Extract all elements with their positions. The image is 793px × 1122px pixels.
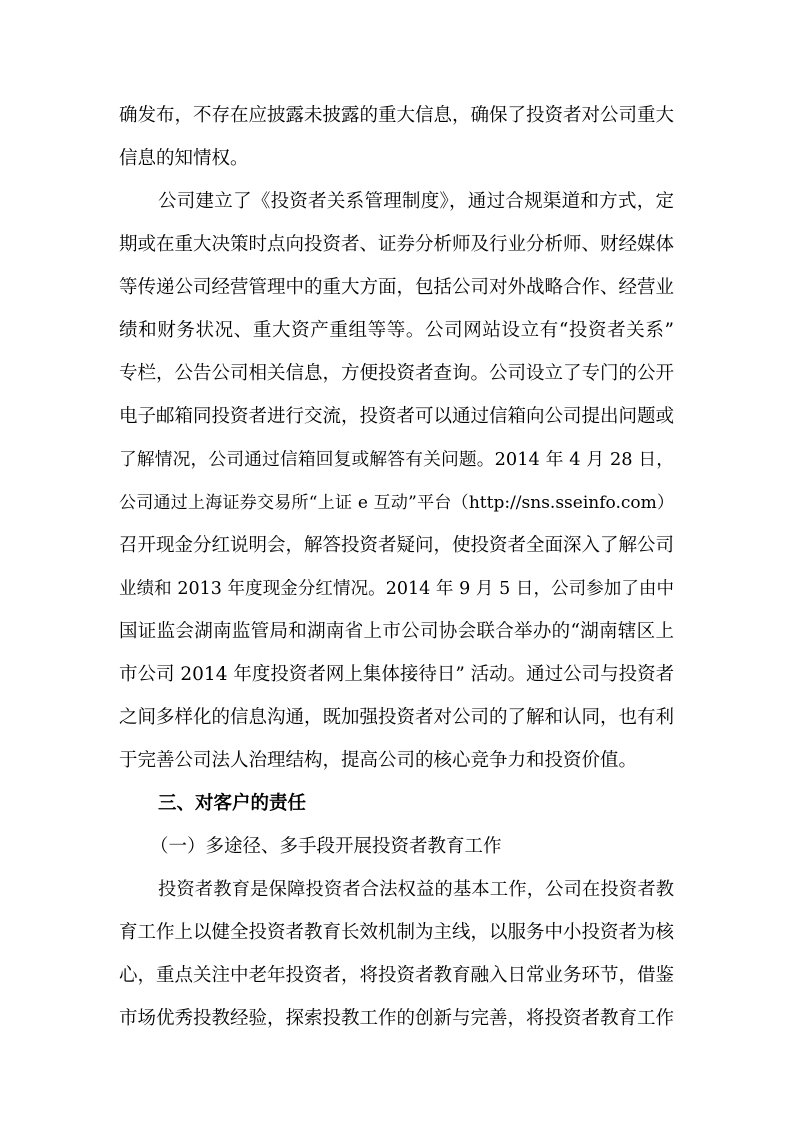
paragraph-line: 之间多样化的信息沟通，既加强投资者对公司的了解和认同，也有利 bbox=[119, 707, 675, 728]
subsection-heading: （一）多途径、多手段开展投资者教育工作 bbox=[150, 836, 502, 857]
paragraph-line: 等传递公司经营管理中的重大方面，包括公司对外战略合作、经营业 bbox=[119, 277, 675, 298]
paragraph-line: 市场优秀投教经验，探索投教工作的创新与完善，将投资者教育工作 bbox=[119, 1008, 675, 1029]
paragraph-line: 专栏，公告公司相关信息，方便投资者查询。公司设立了专门的公开 bbox=[119, 363, 675, 384]
paragraph-line: 公司建立了《投资者关系管理制度》，通过合规渠道和方式，定 bbox=[158, 191, 674, 212]
paragraph-line: 投资者教育是保障投资者合法权益的基本工作，公司在投资者教 bbox=[158, 879, 674, 900]
paragraph-line: 市公司 2014 年度投资者网上集体接待日” 活动。通过公司与投资者 bbox=[119, 664, 675, 685]
paragraph-line: 信息的知情权。 bbox=[119, 148, 249, 169]
paragraph-line: 国证监会湖南监管局和湖南省上市公司协会联合举办的“湖南辖区上 bbox=[119, 621, 674, 642]
paragraph-line: 确发布，不存在应披露未披露的重大信息，确保了投资者对公司重大 bbox=[119, 105, 675, 126]
paragraph-line: 期或在重大决策时点向投资者、证券分析师及行业分析师、财经媒体 bbox=[119, 234, 675, 255]
paragraph-line: 召开现金分红说明会，解答投资者疑问，使投资者全面深入了解公司 bbox=[119, 535, 675, 556]
paragraph-line: 业绩和 2013 年度现金分红情况。2014 年 9 月 5 日，公司参加了由中 bbox=[119, 579, 674, 599]
paragraph-line: 心，重点关注中老年投资者，将投资者教育融入日常业务环节，借鉴 bbox=[119, 965, 675, 986]
paragraph-line: 于完善公司法人治理结构，提高公司的核心竞争力和投资价值。 bbox=[119, 750, 638, 771]
paragraph-line: 育工作上以健全投资者教育长效机制为主线，以服务中小投资者为核 bbox=[119, 922, 675, 943]
section-heading: 三、对客户的责任 bbox=[158, 793, 307, 814]
paragraph-line: 电子邮箱同投资者进行交流，投资者可以通过信箱向公司提出问题或 bbox=[119, 406, 675, 427]
paragraph-line: 绩和财务状况、重大资产重组等等。公司网站设立有“投资者关系” bbox=[119, 320, 674, 341]
paragraph-line: 公司通过上海证券交易所“上证 e 互动”平台（http://sns.sseinfo.com） bbox=[119, 493, 674, 513]
paragraph-line: 了解情况，公司通过信箱回复或解答有关问题。2014 年 4 月 28 日， bbox=[119, 450, 674, 470]
